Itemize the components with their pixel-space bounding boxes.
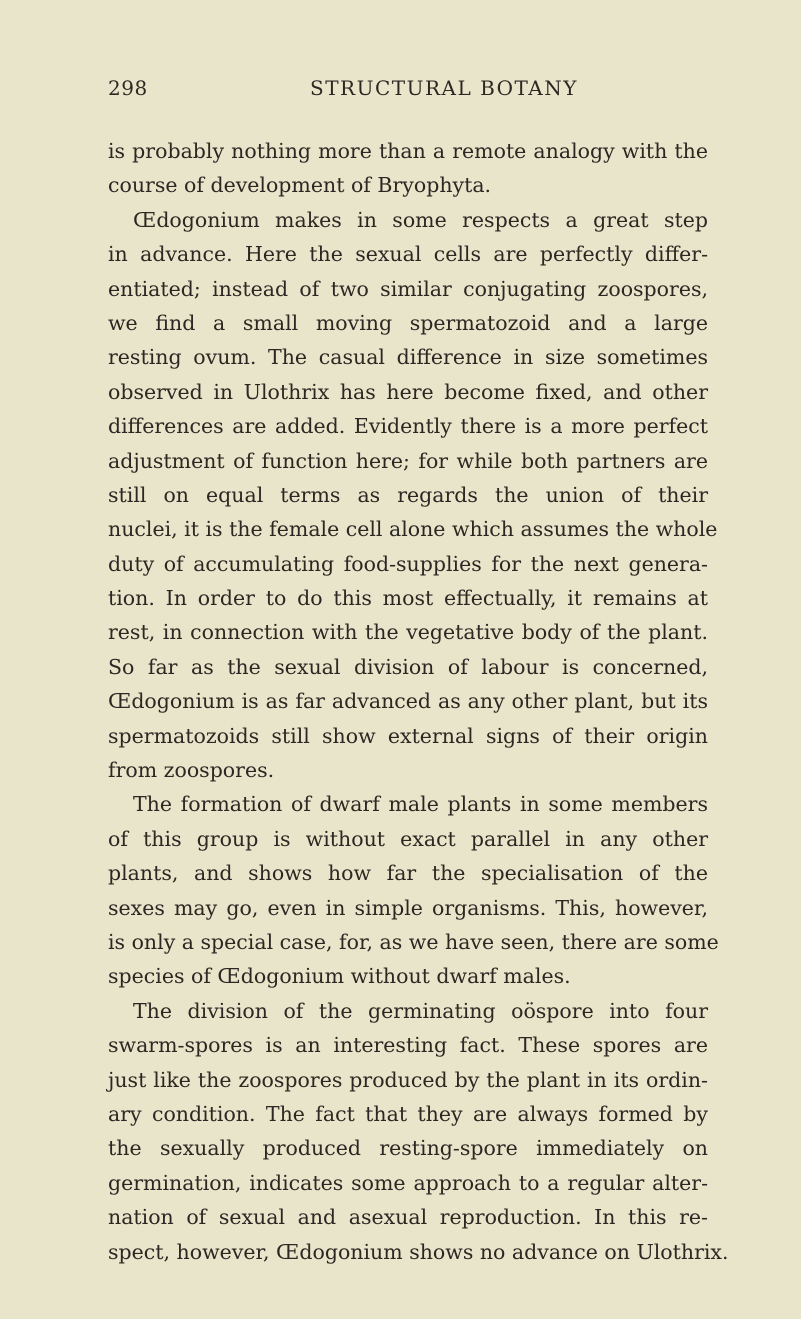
text-line: species of Œdogonium without dwarf males. bbox=[108, 964, 571, 989]
text-line: course of development of Bryophyta. bbox=[108, 173, 492, 198]
text-line: just like the zoospores produced by the plant in its ordin- bbox=[108, 1067, 708, 1092]
paragraph bbox=[108, 787, 719, 993]
text-line: observed in Ulothrix has here become fixed, and other bbox=[108, 379, 708, 404]
text-line: nation of sexual and asexual reproduction. In this re- bbox=[108, 1205, 708, 1230]
text-line: of this group is without exact parallel in any other bbox=[108, 826, 708, 851]
text-line: rest, in connection with the vegetative body of the plant. bbox=[108, 620, 708, 645]
text-line: tion. In order to do this most effectually, it remains at bbox=[108, 586, 708, 611]
text-line: from zoospores. bbox=[108, 758, 275, 783]
text-line: resting ovum. The casual difference in size sometimes bbox=[108, 345, 708, 370]
text-line: we find a small moving spermatozoid and a large bbox=[108, 310, 708, 335]
text-line: germination, indicates some approach to a regular alter- bbox=[108, 1170, 708, 1195]
text-line: The formation of dwarf male plants in some members bbox=[133, 792, 708, 817]
text-line: Œdogonium is as far advanced as any other plant, but its bbox=[108, 689, 708, 714]
text-line: Œdogonium makes in some respects a great step bbox=[133, 207, 708, 232]
text-line: entiated; instead of two similar conjugating zoospores, bbox=[108, 276, 708, 301]
text-line: swarm-spores is an interesting fact. These spores are bbox=[108, 1033, 708, 1058]
paragraph bbox=[108, 994, 729, 1269]
text-line: is only a special case, for, as we have seen, there are some bbox=[108, 929, 719, 954]
text-line: The division of the germinating oöspore into four bbox=[133, 998, 708, 1023]
running-title: STRUCTURAL BOTANY bbox=[310, 76, 578, 100]
running-head bbox=[108, 76, 708, 106]
text-line: ary condition. The fact that they are always formed by bbox=[108, 1101, 708, 1126]
text-line: the sexually produced resting-spore immediately on bbox=[108, 1136, 708, 1161]
paragraph bbox=[108, 134, 708, 203]
text-line: plants, and shows how far the specialisation of the bbox=[108, 861, 708, 886]
text-line: nuclei, it is the female cell alone which assumes the whole bbox=[108, 517, 718, 542]
text-line: is probably nothing more than a remote analogy with the bbox=[108, 139, 708, 163]
text-line: So far as the sexual division of labour is concerned, bbox=[108, 654, 708, 679]
text-line: in advance. Here the sexual cells are perfectly differ- bbox=[108, 242, 708, 267]
page-number: 298 bbox=[108, 76, 148, 100]
text-line: sexes may go, even in simple organisms. This, however, bbox=[108, 895, 708, 920]
text-line: spermatozoids still show external signs of their origin bbox=[108, 723, 708, 748]
body-text bbox=[108, 134, 729, 1269]
text-line: still on equal terms as regards the union of their bbox=[108, 482, 708, 507]
text-line: differences are added. Evidently there is a more perfect bbox=[108, 414, 708, 439]
text-line: spect, however, Œdogonium shows no advance on Ulothrix. bbox=[108, 1239, 729, 1264]
text-line: duty of accumulating food-supplies for the next genera- bbox=[108, 551, 708, 576]
text-line: adjustment of function here; for while both partners are bbox=[108, 448, 708, 473]
paragraph bbox=[108, 203, 718, 788]
